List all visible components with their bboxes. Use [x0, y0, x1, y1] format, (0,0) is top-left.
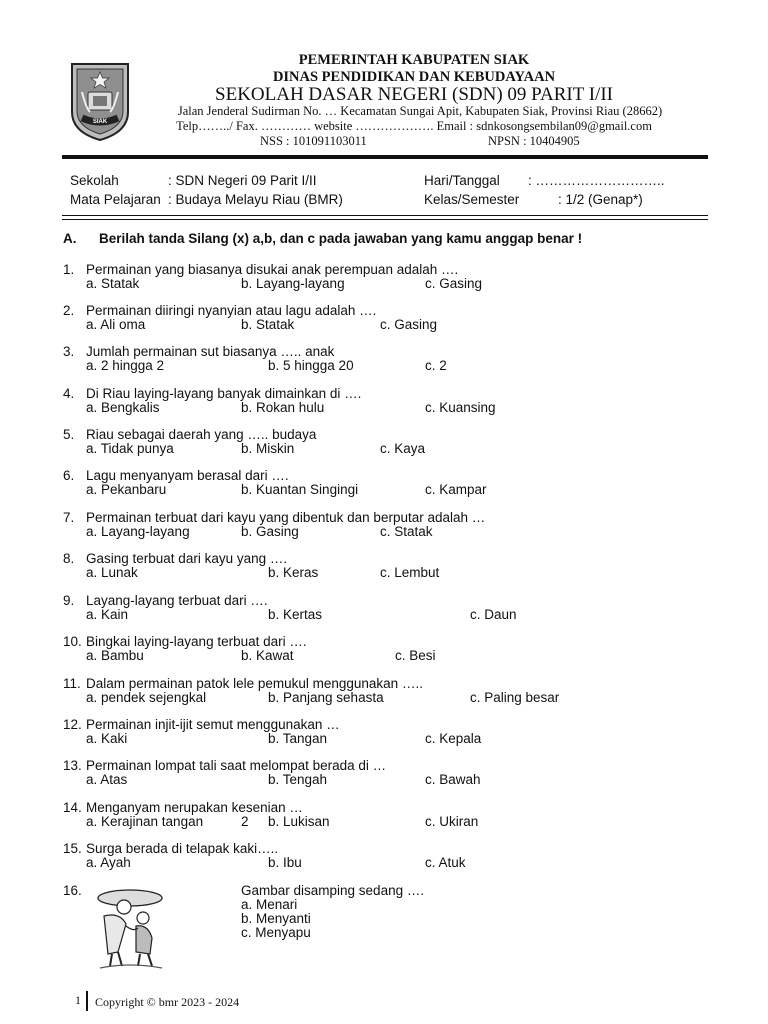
question-number: 5. [63, 427, 75, 442]
option-b[interactable]: b. Gasing [241, 524, 299, 539]
option-a[interactable]: a. Kain [86, 607, 129, 622]
option-a[interactable]: a. Statak [86, 276, 140, 291]
question-number: 15. [63, 841, 82, 856]
question-number: 9. [63, 593, 75, 608]
option-a[interactable]: a. Bambu [86, 648, 144, 663]
question-item [63, 593, 703, 627]
option-b[interactable]: b. Tangan [268, 731, 328, 746]
footer-divider [86, 991, 88, 1011]
question-number: 11. [63, 676, 81, 691]
option-a[interactable]: a. Lunak [86, 565, 138, 580]
option-c[interactable]: c. Gasing [380, 317, 438, 332]
question-item [63, 841, 703, 875]
option-b[interactable]: b. Layang-layang [241, 276, 345, 291]
option-a[interactable]: a. Ali oma [86, 317, 146, 332]
option-b[interactable]: b. Statak [241, 317, 295, 332]
option-c[interactable]: c. Besi [395, 648, 436, 663]
question-text: Permainan yang biasanya disukai anak perempuan adalah …. [86, 262, 459, 277]
option-c[interactable]: c. Gasing [425, 276, 483, 291]
option-a[interactable]: a. Bengkalis [86, 400, 160, 415]
option-b[interactable]: b. Kawat [241, 648, 294, 663]
option-a[interactable]: a. Menari [241, 897, 298, 912]
option-a[interactable]: a. 2 hingga 2 [86, 358, 165, 373]
option-c[interactable]: c. Bawah [425, 772, 481, 787]
question-number: 3. [63, 344, 75, 359]
mapel-value: : Budaya Melayu Riau (BMR) [168, 192, 343, 207]
mapel-label: Mata Pelajaran [70, 192, 161, 207]
question-number: 1. [63, 262, 75, 277]
exam-info [0, 160, 768, 224]
question-text: Permainan terbuat dari kayu yang dibentuk dan berputar adalah … [86, 510, 486, 525]
option-a[interactable]: a. Layang-layang [86, 524, 190, 539]
option-b[interactable]: b. Miskin [241, 441, 295, 456]
option-c[interactable]: c. Ukiran [425, 814, 479, 829]
question-number: 16. [63, 883, 82, 898]
question-text: Permainan diiringi nyanyian atau lagu adalah …. [86, 303, 377, 318]
question-number: 2. [63, 303, 75, 318]
option-c[interactable]: c. Menyapu [241, 925, 311, 940]
question-text: Bingkai laying-layang terbuat dari …. [86, 634, 307, 649]
option-b[interactable]: b. Keras [268, 565, 319, 580]
question-number: 4. [63, 386, 75, 401]
option-a[interactable]: a. pendek sejengkal [86, 690, 207, 705]
option-c[interactable]: c. Statak [380, 524, 433, 539]
option-a[interactable]: a. Tidak punya [86, 441, 174, 456]
option-b[interactable]: b. Kertas [268, 607, 323, 622]
option-c[interactable]: c. Atuk [425, 855, 466, 870]
option-b[interactable]: b. Menyanti [241, 911, 311, 926]
option-c[interactable]: c. 2 [425, 358, 447, 373]
kelas-value: : 1/2 (Genap*) [558, 192, 643, 207]
question-text: Surga berada di telapak kaki….. [86, 841, 279, 856]
option-b[interactable]: b. Tengah [268, 772, 328, 787]
question-text: Gambar disamping sedang …. [241, 883, 425, 898]
question-text: Riau sebagai daerah yang ….. budaya [86, 427, 317, 442]
question-16 [0, 880, 768, 980]
question-item [63, 717, 703, 751]
option-a[interactable]: a. Atas [86, 772, 128, 787]
npsn-number: NPSN : 10404905 [488, 134, 580, 148]
question-number: 8. [63, 551, 75, 566]
option-c[interactable]: c. Daun [470, 607, 517, 622]
kelas-label: Kelas/Semester [424, 192, 520, 207]
option-b[interactable]: b. Ibu [268, 855, 302, 870]
question-text: Jumlah permainan sut biasanya ….. anak [86, 344, 335, 359]
question-text: Permainan lompat tali saat melompat berada di … [86, 758, 387, 773]
copyright-text: Copyright © bmr 2023 - 2024 [95, 995, 240, 1009]
question-number: 14. [63, 800, 82, 815]
question-text: Layang-layang terbuat dari …. [86, 593, 268, 608]
option-a[interactable]: a. Ayah [86, 855, 131, 870]
page-number: 1 [75, 993, 81, 1007]
question-text: Dalam permainan patok lele pemukul menggunakan ….. [86, 676, 423, 691]
option-c[interactable]: c. Kaya [380, 441, 426, 456]
sekolah-value: : SDN Negeri 09 Parit I/II [168, 173, 317, 188]
option-c[interactable]: c. Kampar [425, 482, 487, 497]
header-line-1: PEMERINTAH KABUPATEN SIAK [298, 52, 530, 68]
question-item [63, 634, 703, 668]
option-b[interactable]: b. Lukisan [268, 814, 330, 829]
logo-label: SIAK [92, 119, 108, 125]
section-letter: A. [63, 231, 77, 246]
section-instruction: Berilah tanda Silang (x) a,b, dan c pada jawaban yang kamu anggap benar ! [99, 231, 583, 246]
option-a[interactable]: a. Pekanbaru [86, 482, 167, 497]
question-text: Di Riau laying-layang banyak dimainkan di …. [86, 386, 362, 401]
header-line-2: DINAS PENDIDIKAN DAN KEBUDAYAAN [272, 69, 556, 85]
question-text: Gasing terbuat dari kayu yang …. [86, 551, 288, 566]
option-c[interactable]: c. Kepala [425, 731, 482, 746]
school-address: Jalan Jenderal Sudirman No. … Kecamatan Sungai Apit, Kabupaten Siak, Provinsi Riau (28662) [177, 104, 663, 118]
question-text: Permainan injit-ijit semut menggunakan … [86, 717, 340, 732]
nss-number: NSS : 101091103011 [260, 134, 367, 148]
option-b[interactable]: b. Kuantan Singingi [241, 482, 359, 497]
stray-mark: 2 [241, 814, 249, 829]
option-b[interactable]: b. 5 hingga 20 [268, 358, 354, 373]
question-number: 10. [63, 634, 82, 649]
question-number: 13. [63, 758, 82, 773]
option-a[interactable]: a. Kerajinan tangan [86, 814, 204, 829]
school-name: SEKOLAH DASAR NEGERI (SDN) 09 PARIT I/II [215, 84, 613, 105]
question-item [63, 758, 703, 792]
question-number: 12. [63, 717, 82, 732]
option-b[interactable]: b. Panjang sehasta [268, 690, 384, 705]
question-number: 6. [63, 468, 75, 483]
option-c[interactable]: c. Lembut [380, 565, 440, 580]
hari-label: Hari/Tanggal [424, 173, 500, 188]
question-text: Menganyam nerupakan kesenian … [86, 800, 303, 815]
question-item [63, 262, 703, 296]
question-number: 7. [63, 510, 75, 525]
question-text: Lagu menyanyam berasal dari …. [86, 468, 289, 483]
dancing-children-illustration-icon [96, 882, 168, 970]
info-divider-2 [62, 219, 708, 220]
hari-value: : ……………………….. [528, 173, 665, 188]
option-c[interactable]: c. Kuansing [425, 400, 496, 415]
option-c[interactable]: c. Paling besar [470, 690, 560, 705]
option-a[interactable]: a. Kaki [86, 731, 128, 746]
header-divider [62, 155, 708, 159]
sekolah-label: Sekolah [70, 173, 119, 188]
school-contact: Telp……../ Fax. ………… website ………………. Email : sdnkosongsembilan09@gmail.com [176, 119, 652, 133]
option-b[interactable]: b. Rokan hulu [241, 400, 325, 415]
info-divider-1 [62, 215, 708, 216]
